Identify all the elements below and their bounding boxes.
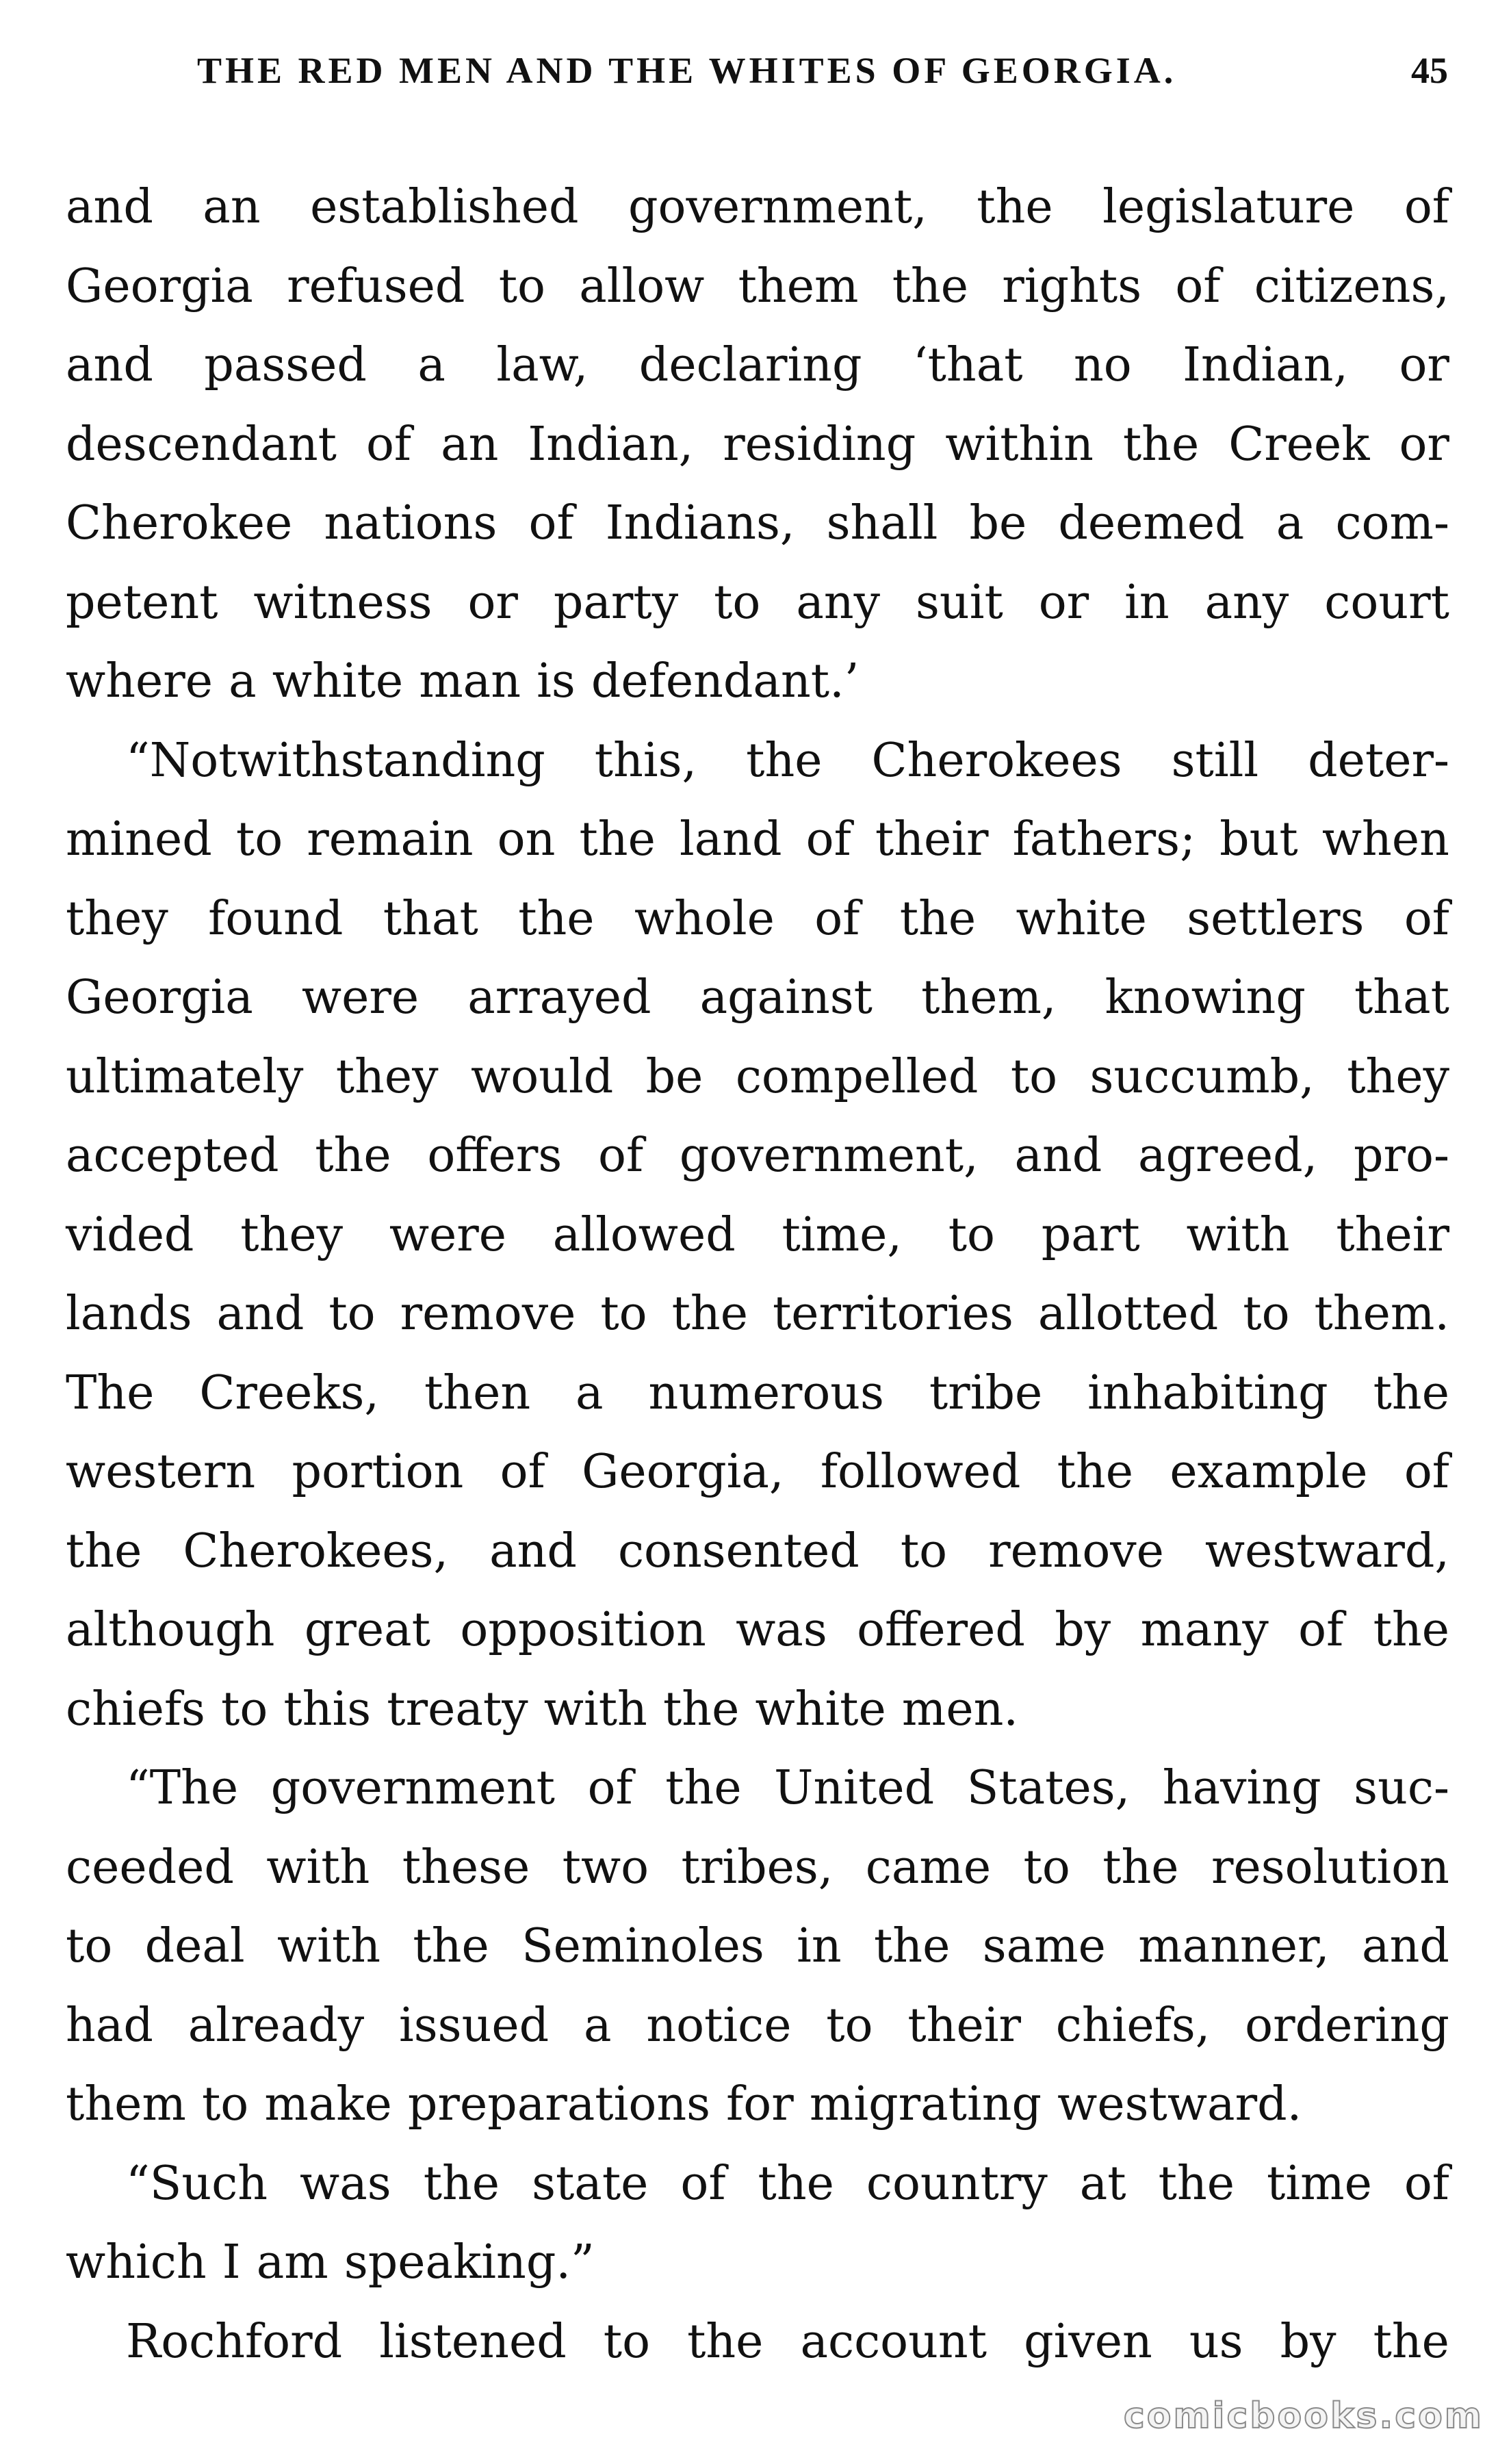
word: which <box>66 2235 207 2289</box>
word: I <box>222 2235 241 2289</box>
word: consented <box>617 1524 860 1578</box>
word: the <box>518 891 595 946</box>
word: settlers <box>1187 891 1365 946</box>
word: them <box>66 2077 186 2131</box>
word: white <box>272 654 404 708</box>
word: ceeded <box>66 1840 234 1895</box>
word: then <box>424 1365 531 1420</box>
word: westward. <box>1057 2077 1302 2131</box>
word: the <box>1373 1365 1449 1420</box>
word: United <box>774 1761 935 1815</box>
text-line <box>66 800 1449 880</box>
word: whole <box>634 891 775 946</box>
word: the <box>315 1129 391 1183</box>
text-line <box>66 168 1449 247</box>
word: them, <box>921 971 1057 1025</box>
text-line <box>66 2223 1449 2302</box>
word: had <box>66 1998 153 2053</box>
word: with <box>276 1919 381 1973</box>
word: in <box>1124 575 1170 630</box>
word: an <box>441 417 499 472</box>
word: any <box>796 575 881 630</box>
word: Indian, <box>1183 338 1349 392</box>
word: migrating <box>809 2077 1042 2131</box>
text-line <box>66 1670 1449 1749</box>
word: westward, <box>1204 1524 1449 1578</box>
word: they <box>1347 1049 1449 1104</box>
word: the <box>662 1682 740 1736</box>
word: having <box>1162 1761 1321 1815</box>
word: Cherokees, <box>183 1524 449 1578</box>
word: white <box>1016 891 1147 946</box>
word: government <box>270 1761 555 1815</box>
word: resolution <box>1211 1840 1449 1895</box>
word: com- <box>1335 496 1449 550</box>
word: the <box>977 180 1053 234</box>
word: to <box>201 2077 249 2131</box>
word: the <box>892 259 969 313</box>
word: the <box>665 1761 742 1815</box>
word: to <box>1023 1840 1070 1895</box>
word: Georgia, <box>582 1445 784 1499</box>
word: they <box>240 1207 344 1262</box>
word: account <box>800 2314 987 2369</box>
word: the <box>423 2156 500 2211</box>
word: men. <box>901 1682 1019 1736</box>
word: the <box>1373 2314 1449 2369</box>
word: Cherokee <box>66 496 293 550</box>
word: to <box>328 1287 376 1341</box>
word: legislature <box>1102 180 1355 234</box>
word: listened <box>379 2314 567 2369</box>
word: “Such <box>126 2156 268 2211</box>
text-line <box>66 642 1449 721</box>
word: of <box>1404 1445 1449 1499</box>
word: to <box>66 1919 113 1973</box>
word: lands <box>66 1287 192 1341</box>
word: defendant.’ <box>591 654 860 708</box>
word: followed <box>820 1445 1021 1499</box>
text-line <box>66 1512 1449 1591</box>
word: portion <box>292 1445 464 1499</box>
word: issued <box>399 1998 550 2053</box>
word: a <box>1276 496 1304 550</box>
word: the <box>66 1524 142 1578</box>
word: the <box>1122 417 1200 472</box>
word: an <box>203 180 261 234</box>
running-head <box>66 49 1448 104</box>
word: to <box>1010 1049 1058 1104</box>
word: the <box>579 812 656 867</box>
word: Indians, <box>605 496 795 550</box>
word: the <box>1373 1603 1449 1657</box>
word: and <box>66 338 153 392</box>
word: be <box>645 1049 703 1104</box>
word: court <box>1324 575 1449 630</box>
text-line <box>66 2302 1449 2382</box>
word: deemed <box>1058 496 1245 550</box>
word: was <box>300 2156 391 2211</box>
word: to <box>714 575 761 630</box>
word: them. <box>1314 1287 1449 1341</box>
word: to <box>1243 1287 1290 1341</box>
word: with <box>1186 1207 1290 1262</box>
text-line <box>66 880 1449 959</box>
word: notice <box>646 1998 792 2053</box>
word: a <box>229 654 257 708</box>
word: within <box>945 417 1094 472</box>
word: chiefs, <box>1055 1998 1211 2053</box>
word: when <box>1321 812 1449 867</box>
word: succumb, <box>1089 1049 1315 1104</box>
word: that <box>1354 971 1449 1025</box>
word: manner, <box>1138 1919 1330 1973</box>
word: declaring <box>638 338 862 392</box>
word: of <box>528 496 574 550</box>
word: make <box>264 2077 392 2131</box>
word: tribes, <box>681 1840 834 1895</box>
body-text <box>66 168 1449 2381</box>
text-line <box>66 1986 1449 2066</box>
word: deter- <box>1308 733 1449 788</box>
word: ‘that <box>912 338 1023 392</box>
word: land <box>679 812 782 867</box>
word: of <box>680 2156 726 2211</box>
word: mined <box>66 812 212 867</box>
word: fathers; <box>1012 812 1196 867</box>
word: rights <box>1002 259 1142 313</box>
text-line <box>66 1274 1449 1354</box>
text-line <box>66 405 1449 485</box>
word: and <box>66 180 153 234</box>
word: although <box>66 1603 275 1657</box>
word: of <box>1298 1603 1344 1657</box>
running-title: THE RED MEN AND THE WHITES OF GEORGIA. <box>197 50 1177 91</box>
word: refused <box>287 259 465 313</box>
text-line <box>66 1591 1449 1670</box>
word: opposition <box>460 1603 706 1657</box>
word: where <box>66 654 213 708</box>
word: and <box>1014 1129 1102 1183</box>
word: ultimately <box>66 1049 304 1104</box>
word: western <box>66 1445 256 1499</box>
word: or <box>1399 417 1449 472</box>
word: to <box>948 1207 995 1262</box>
word: country <box>866 2156 1048 2211</box>
word: the <box>671 1287 748 1341</box>
word: white <box>755 1682 886 1736</box>
word: chiefs <box>66 1682 205 1736</box>
word: great <box>304 1603 430 1657</box>
word: remove <box>988 1524 1164 1578</box>
word: a <box>417 338 445 392</box>
word: established <box>310 180 579 234</box>
word: or <box>467 575 518 630</box>
word: in <box>797 1919 842 1973</box>
word: suc- <box>1354 1761 1449 1815</box>
word: of <box>587 1761 633 1815</box>
text-line <box>66 1433 1449 1512</box>
word: witness <box>253 575 432 630</box>
word: deal <box>144 1919 245 1973</box>
word: and <box>489 1524 577 1578</box>
word: the <box>899 891 977 946</box>
text-line <box>66 247 1449 326</box>
text-line <box>66 326 1449 405</box>
text-line <box>66 2065 1449 2144</box>
word: us <box>1189 2314 1243 2369</box>
word: the <box>687 2314 764 2369</box>
word: time, <box>782 1207 902 1262</box>
word: given <box>1024 2314 1152 2369</box>
word: Seminoles <box>521 1919 764 1973</box>
word: to <box>900 1524 948 1578</box>
word: by <box>1055 1603 1111 1657</box>
word: with <box>266 1840 370 1895</box>
word: allowed <box>552 1207 736 1262</box>
word: the <box>413 1919 489 1973</box>
word: remove <box>400 1287 576 1341</box>
word: allow <box>579 259 705 313</box>
word: Creek <box>1228 417 1370 472</box>
word: party <box>553 575 679 630</box>
word: The <box>66 1365 155 1420</box>
word: no <box>1073 338 1132 392</box>
word: of <box>500 1445 545 1499</box>
word: treaty <box>387 1682 528 1736</box>
word: petent <box>66 575 218 630</box>
word: government, <box>679 1129 979 1183</box>
word: they <box>66 891 168 946</box>
word: States, <box>966 1761 1131 1815</box>
word: of <box>598 1129 644 1183</box>
word: law, <box>496 338 589 392</box>
word: came <box>865 1840 992 1895</box>
word: arrayed <box>467 971 651 1025</box>
word: of <box>805 812 851 867</box>
page-number: 45 <box>1411 50 1448 91</box>
word: residing <box>723 417 916 472</box>
word: a <box>576 1365 604 1420</box>
word: and <box>216 1287 305 1341</box>
text-line <box>66 721 1449 801</box>
word: the <box>873 1919 951 1973</box>
word: of <box>1404 180 1449 234</box>
text-line <box>66 958 1449 1038</box>
word: numerous <box>648 1365 884 1420</box>
word: this, <box>594 733 697 788</box>
word: the <box>1057 1445 1134 1499</box>
word: ordering <box>1245 1998 1449 2053</box>
word: to <box>600 1287 647 1341</box>
word: Creeks, <box>199 1365 380 1420</box>
word: would <box>471 1049 614 1104</box>
word: Georgia <box>66 971 253 1025</box>
word: of <box>1404 891 1449 946</box>
word: or <box>1399 338 1449 392</box>
word: but <box>1219 812 1298 867</box>
word: passed <box>204 338 367 392</box>
word: their <box>1336 1207 1449 1262</box>
word: a <box>583 1998 612 2053</box>
text-line <box>66 484 1449 563</box>
word: they <box>335 1049 439 1104</box>
word: remain <box>307 812 474 867</box>
word: speaking.” <box>344 2235 595 2289</box>
word: found <box>208 891 344 946</box>
text-line <box>66 1907 1449 1986</box>
text-line <box>66 1196 1449 1275</box>
word: to <box>498 259 545 313</box>
word: of <box>1404 2156 1449 2211</box>
word: to <box>235 812 283 867</box>
word: of <box>814 891 860 946</box>
text-line <box>66 1116 1449 1196</box>
word: any <box>1204 575 1289 630</box>
word: was <box>736 1603 827 1657</box>
word: “Notwithstanding <box>126 733 545 788</box>
word: for <box>726 2077 794 2131</box>
word: state <box>532 2156 649 2211</box>
word: example <box>1170 1445 1368 1499</box>
text-line <box>66 1828 1449 1908</box>
word: Cherokees <box>871 733 1122 788</box>
word: their <box>875 812 989 867</box>
text-line <box>66 563 1449 643</box>
word: many <box>1140 1603 1269 1657</box>
word: be <box>969 496 1027 550</box>
word: vided <box>66 1207 194 1262</box>
word: already <box>188 1998 365 2053</box>
text-line <box>66 1038 1449 1117</box>
word: offered <box>857 1603 1025 1657</box>
word: were <box>389 1207 507 1262</box>
word: with <box>543 1682 647 1736</box>
watermark: comicbooks.com <box>1123 2396 1484 2437</box>
word: at <box>1079 2156 1126 2211</box>
word: on <box>497 812 556 867</box>
word: government, <box>628 180 927 234</box>
text-line <box>66 1354 1449 1433</box>
word: or <box>1038 575 1089 630</box>
word: part <box>1041 1207 1140 1262</box>
word: citizens, <box>1254 259 1449 313</box>
word: of <box>1175 259 1221 313</box>
word: “The <box>126 1761 239 1815</box>
word: knowing <box>1105 971 1306 1025</box>
word: still <box>1171 733 1259 788</box>
word: Indian, <box>528 417 694 472</box>
word: the <box>758 2156 834 2211</box>
word: of <box>365 417 412 472</box>
word: shall <box>826 496 938 550</box>
word: these <box>402 1840 530 1895</box>
word: by <box>1280 2314 1336 2369</box>
word: man <box>419 654 521 708</box>
word: offers <box>427 1129 563 1183</box>
word: same <box>982 1919 1106 1973</box>
word: that <box>383 891 478 946</box>
word: allotted <box>1037 1287 1219 1341</box>
word: and <box>1362 1919 1449 1973</box>
word: time <box>1267 2156 1372 2211</box>
word: agreed, <box>1138 1129 1318 1183</box>
text-line <box>66 2144 1449 2224</box>
word: suit <box>916 575 1003 630</box>
word: nations <box>324 496 498 550</box>
word: them <box>738 259 859 313</box>
word: their <box>907 1998 1021 2053</box>
word: am <box>256 2235 328 2289</box>
word: the <box>1102 1840 1179 1895</box>
word: to <box>603 2314 651 2369</box>
word: were <box>301 971 419 1025</box>
word: is <box>537 654 576 708</box>
word: to <box>221 1682 268 1736</box>
word: Georgia <box>66 259 253 313</box>
word: pro- <box>1353 1129 1449 1183</box>
word: this <box>283 1682 372 1736</box>
word: the <box>1158 2156 1235 2211</box>
word: Rochford <box>126 2314 343 2369</box>
word: to <box>826 1998 873 2053</box>
text-line <box>66 1749 1449 1828</box>
word: territories <box>772 1287 1013 1341</box>
word: the <box>746 733 823 788</box>
word: against <box>699 971 873 1025</box>
word: preparations <box>407 2077 711 2131</box>
word: descendant <box>66 417 337 472</box>
word: compelled <box>735 1049 979 1104</box>
word: tribe <box>929 1365 1043 1420</box>
word: accepted <box>66 1129 279 1183</box>
word: inhabiting <box>1087 1365 1328 1420</box>
word: two <box>562 1840 649 1895</box>
